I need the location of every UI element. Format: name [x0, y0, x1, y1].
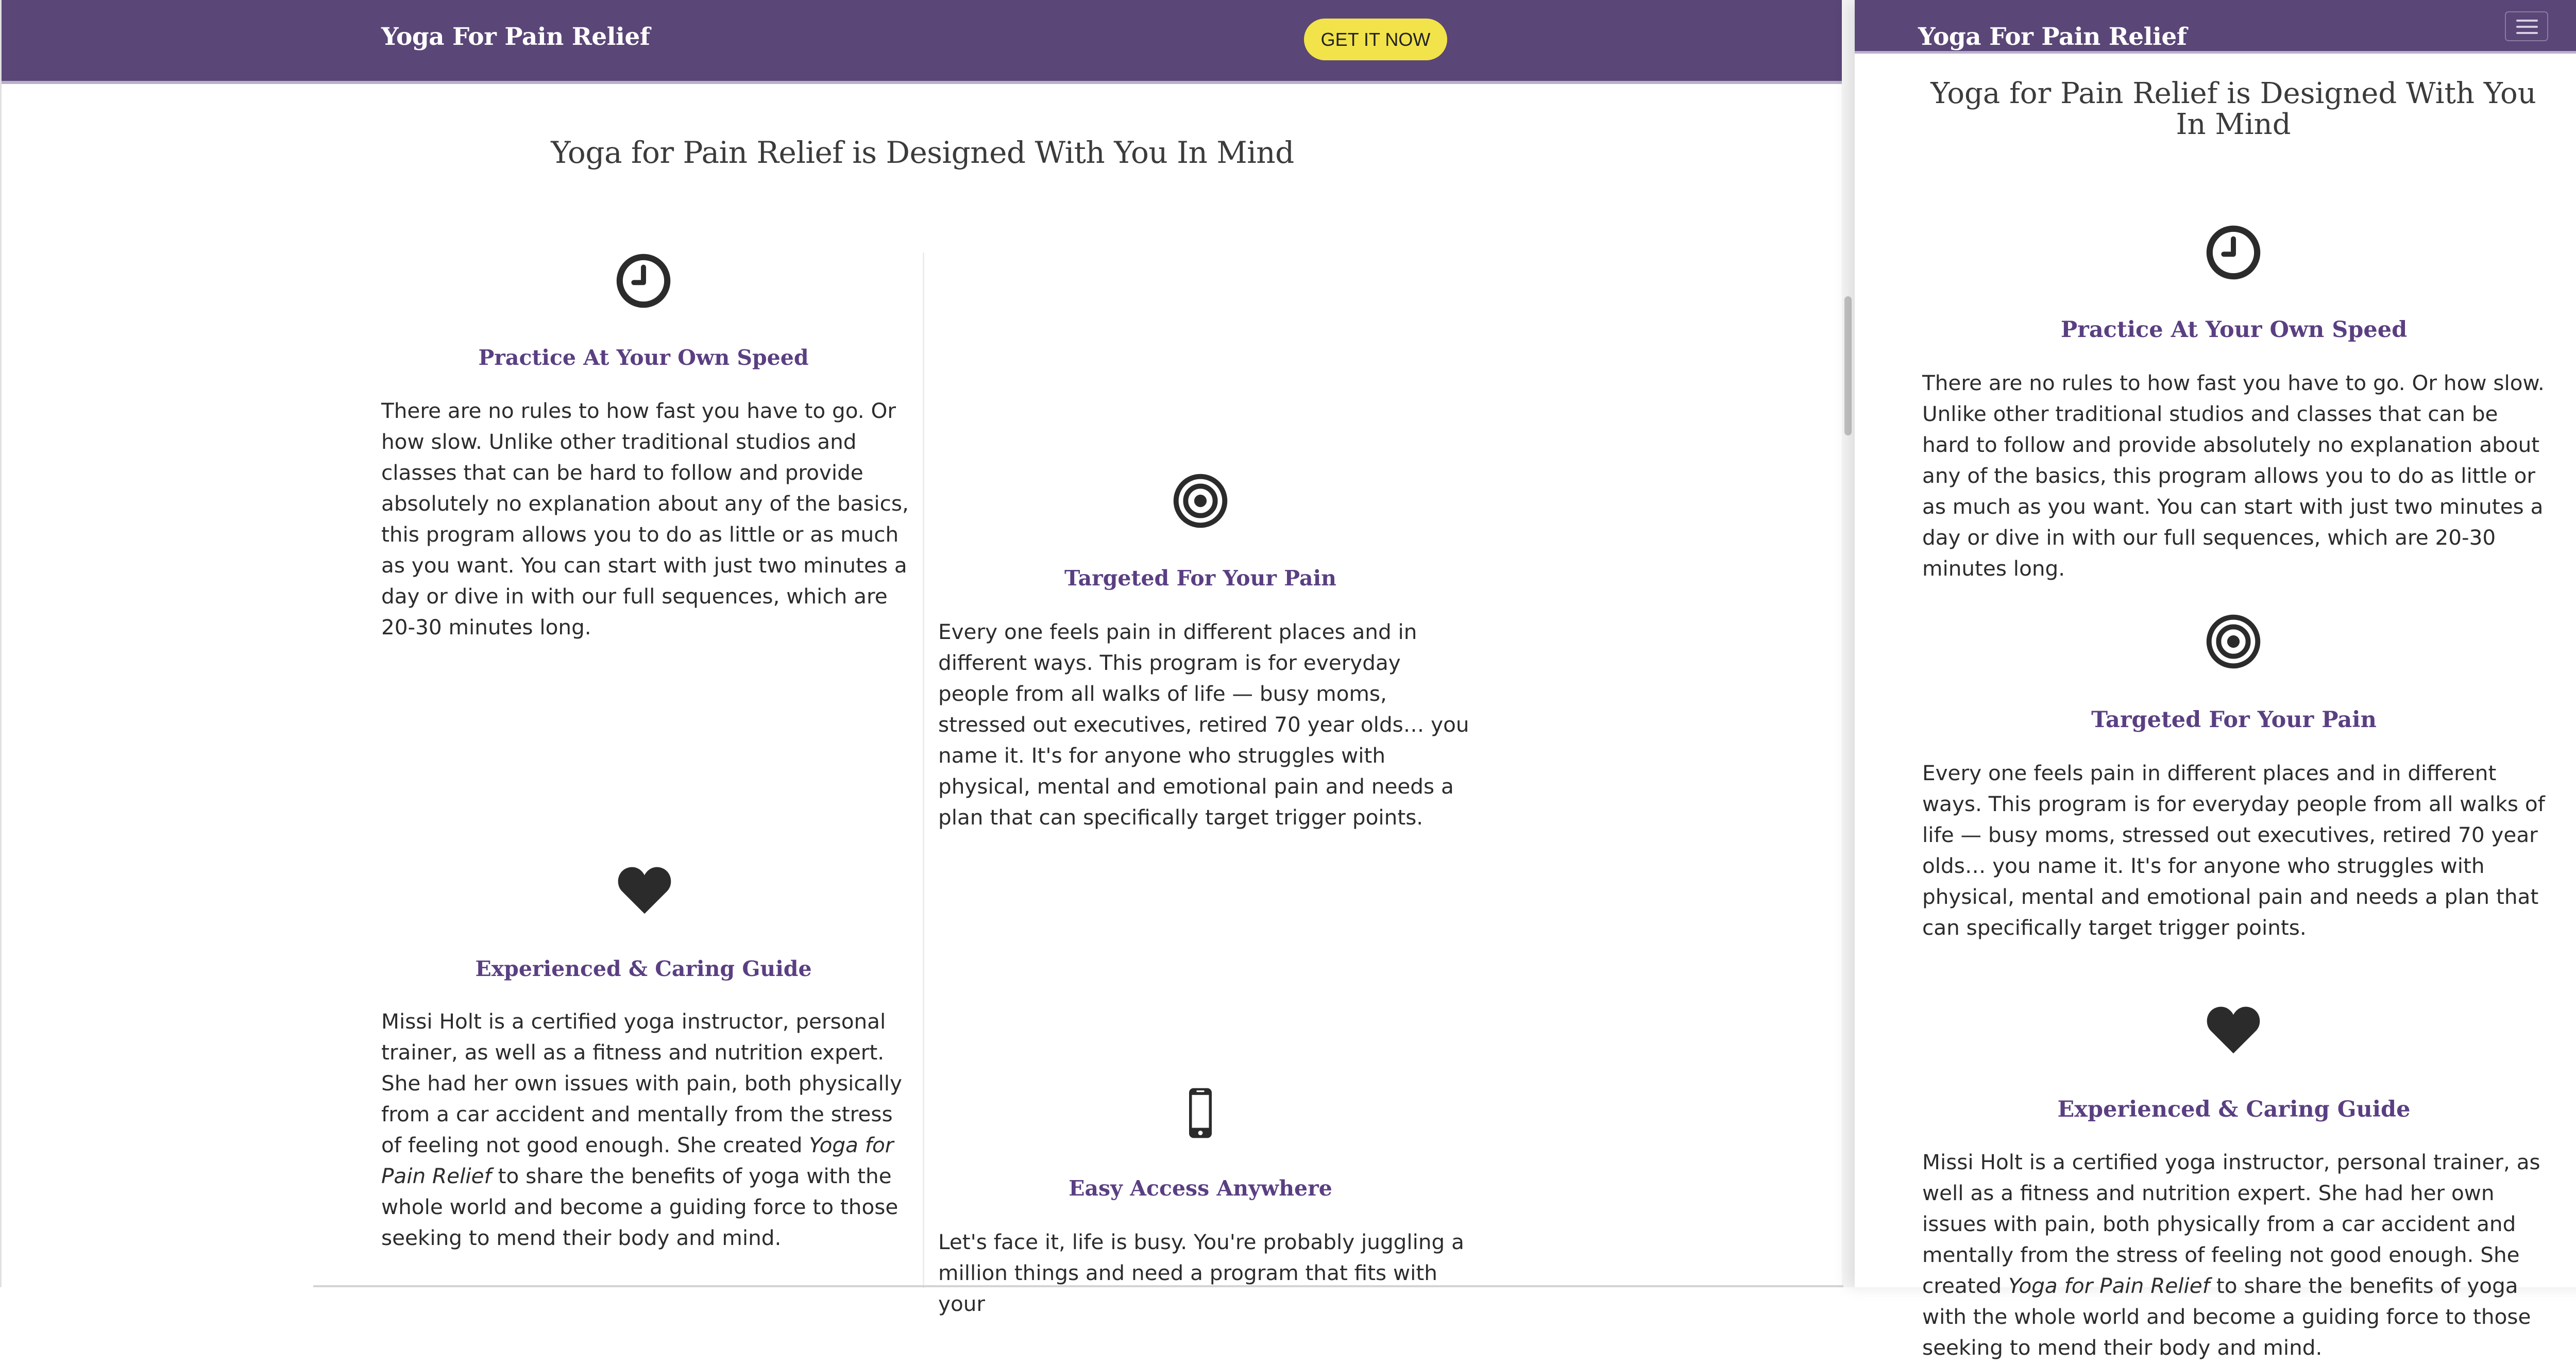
hamburger-bar [2516, 32, 2538, 34]
product-name: Yoga for Pain Relief [381, 1133, 894, 1188]
feature-body: There are no rules to how fast you have to go. Or how slow. Unlike other traditional studios and classes that can be hard to follow and provide absolutely no explanation about any of the basics, this program allows you to do as little or as much as you want. You can start with just two minutes a day or dive in with our full sequences, which are 20-30 minutes long. [381, 398, 909, 640]
feature-body [1922, 1147, 2546, 1363]
navbar [2, 0, 1843, 84]
feature-body-text: to share the benefits of yoga with the whole world and become a guiding force to those seeking to mend their body and mind. [381, 1164, 899, 1250]
feature-body: There are no rules to how fast you have to go. Or how slow. Unlike other traditional studios and classes that can be hard to follow and provide absolutely no explanation about any of the basics, this program allows you to do as little or as much as you want. You can start with just two minutes a day or dive in with our full sequences, which are 20-30 minutes long. [1922, 371, 2545, 581]
column-divider [923, 253, 924, 1288]
feature-title: Targeted For Your Pain [1064, 566, 1336, 591]
hamburger-bar [2516, 26, 2538, 28]
brand-link[interactable]: Yoga For Pain Relief [1918, 23, 2187, 51]
clock-icon [2205, 224, 2262, 281]
feature-body [381, 1006, 912, 1253]
scrollbar[interactable] [1842, 0, 1855, 1287]
menu-toggle-button[interactable] [2505, 11, 2548, 41]
scrollbar-thumb[interactable] [1844, 296, 1852, 435]
feature-title: Experienced & Caring Guide [475, 956, 812, 981]
feature-body-text: Missi Holt is a certified yoga instructor, personal trainer, as well as a fitness and nutrition expert. She had her own issues with pain, both physically from a car accident and mentally from the stress of feeling not good enough. She created [1922, 1150, 2540, 1298]
target-icon [1172, 473, 1229, 529]
get-it-now-button[interactable]: GET IT NOW [1304, 19, 1447, 60]
navbar [1855, 0, 2576, 54]
clock-icon [615, 253, 672, 309]
feature-title: Targeted For Your Pain [2091, 707, 2377, 733]
product-name: Yoga for Pain Relief [2008, 1273, 2210, 1298]
heart-icon [613, 862, 676, 918]
smartphone-icon [1172, 1085, 1229, 1141]
feature-title: Practice At Your Own Speed [2060, 317, 2408, 343]
window-edge [313, 1285, 1843, 1287]
feature-title: Easy Access Anywhere [1069, 1176, 1332, 1201]
section-title: Yoga for Pain Relief is Designed With You In Mind [551, 135, 1294, 170]
target-icon [2205, 613, 2262, 670]
hamburger-bar [2516, 20, 2538, 22]
mobile-view [1855, 0, 2576, 1360]
feature-title: Practice At Your Own Speed [478, 345, 809, 370]
feature-body-text: Missi Holt is a certified yoga instructor, personal trainer, as well as a fitness and nutrition expert. She had her own issues with pain, both physically from a car accident and mentally from the stress of feeling not good enough. She created [381, 1009, 902, 1157]
feature-title: Experienced & Caring Guide [2057, 1097, 2411, 1122]
feature-body: Let's face it, life is busy. You're probably juggling a million things and need a program that fits with your [938, 1230, 1464, 1316]
section-title: Yoga for Pain Relief is Designed With You In Mind [1930, 77, 2536, 141]
brand-link[interactable]: Yoga For Pain Relief [381, 23, 650, 51]
feature-body-text: to share the benefits of yoga with the whole world and become a guiding force to those seeking to mend their body and mind. [1922, 1273, 2531, 1360]
feature-body: Every one feels pain in different places and in different ways. This program is for everyday people from all walks of life — busy moms, stressed out executives, retired 70 year olds… you name it. It's for anyone who struggles with physical, mental and emotional pain and needs a plan that can specifically target trigger points. [1922, 761, 2545, 940]
feature-body: Every one feels pain in different places and in different ways. This program is for everyday people from all walks of life — busy moms, stressed out executives, retired 70 year olds… you name it. It's for anyone who struggles with physical, mental and emotional pain and needs a plan that can specifically target trigger points. [938, 619, 1469, 830]
heart-icon [2202, 1001, 2265, 1058]
